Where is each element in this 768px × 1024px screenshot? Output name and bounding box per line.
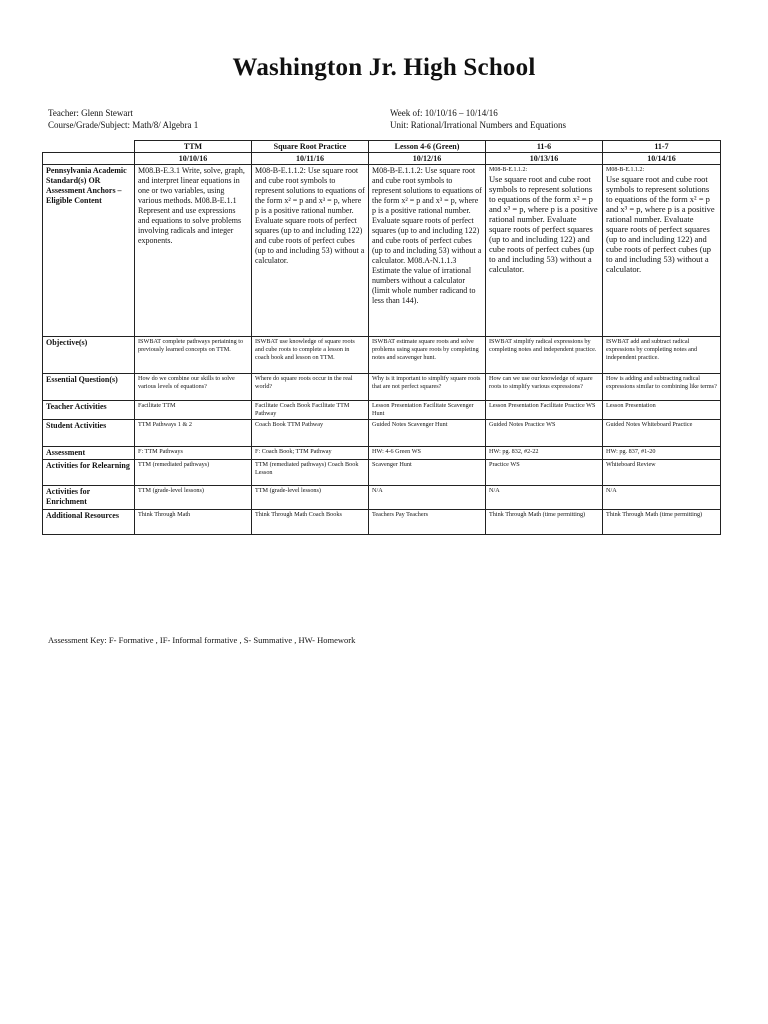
table-cell: Lesson Presentation Facilitate Practice WS <box>486 401 603 420</box>
table-cell: N/A <box>369 486 486 510</box>
column-date: 10/12/16 <box>369 153 486 165</box>
table-cell: F: TTM Pathways <box>135 447 252 460</box>
course-info: Course/Grade/Subject: Math/8/ Algebra 1 <box>48 120 199 130</box>
table-cell: HW: 4-6 Green WS <box>369 447 486 460</box>
table-row <box>43 401 721 420</box>
table-row <box>43 460 721 486</box>
table-row <box>43 420 721 447</box>
week-of: Week of: 10/10/16 – 10/14/16 <box>390 108 498 118</box>
column-header: 11-6 <box>486 141 603 153</box>
table-cell: Practice WS <box>486 460 603 486</box>
row-label: Student Activities <box>43 420 135 447</box>
row-label: Pennsylvania Academic Standard(s) OR Assessment Anchors – Eligible Content <box>43 165 135 337</box>
row-label: Teacher Activities <box>43 401 135 420</box>
lesson-plan-table <box>42 140 721 535</box>
standard-text: Use square root and cube root symbols to represent solutions to equations of the form x² = p and x³ = p, where p is a positive rational number. Evaluate square roots of perfect squares (up to and including 122) and cube roots of perfect cubes (up to and including 53) without a calculator. <box>489 174 598 274</box>
table-cell: How is adding and subtracting radical expressions similar to combining like terms? <box>603 374 721 401</box>
table-cell: Why is it important to simplify square roots that are not perfect squares? <box>369 374 486 401</box>
table-cell: Whiteboard Review <box>603 460 721 486</box>
table-cell <box>486 165 603 337</box>
table-cell: Guided Notes Practice WS <box>486 420 603 447</box>
table-header-row <box>43 141 721 153</box>
column-header: Square Root Practice <box>252 141 369 153</box>
table-row <box>43 374 721 401</box>
column-date: 10/11/16 <box>252 153 369 165</box>
table-cell: Scavenger Hunt <box>369 460 486 486</box>
table-cell: TTM Pathways 1 & 2 <box>135 420 252 447</box>
table-cell: ISWBAT use knowledge of square roots and cube roots to complete a lesson in coach book and lesson on TTM. <box>252 337 369 374</box>
table-cell: Lesson Presentation Facilitate Scavenger Hunt <box>369 401 486 420</box>
table-row <box>43 486 721 510</box>
table-cell: TTM (grade-level lessons) <box>252 486 369 510</box>
table-cell: Think Through Math Coach Books <box>252 510 369 535</box>
row-label: Activities for Enrichment <box>43 486 135 510</box>
row-label: Activities for Relearning <box>43 460 135 486</box>
column-date: 10/10/16 <box>135 153 252 165</box>
table-cell: M08-B-E.1.1.2: Use square root and cube root symbols to represent solutions to equations of the form x² = p and x³ = p, where p is a positive rational number. Evaluate square roots of perfect squares (up to and including 122) and cube roots of perfect cubes (up to and including 53) without a calculator. M08.A-N.1.1.3 Estimate the value of irrational numbers without a calculator (limit whole number radicand to less than 144). <box>369 165 486 337</box>
table-cell: HW: pg. 832, #2-22 <box>486 447 603 460</box>
table-cell: How can we use our knowledge of square roots to simplify various expressions? <box>486 374 603 401</box>
standard-code: M08-B-E.1.1.2: <box>489 167 528 173</box>
table-cell: ISWBAT simplify radical expressions by completing notes and independent practice. <box>486 337 603 374</box>
row-label: Essential Question(s) <box>43 374 135 401</box>
column-date: 10/13/16 <box>486 153 603 165</box>
corner-cell <box>43 153 135 165</box>
table-cell <box>603 165 721 337</box>
table-row <box>43 165 721 337</box>
table-cell: F: Coach Book; TTM Pathway <box>252 447 369 460</box>
table-cell: TTM (remediated pathways) <box>135 460 252 486</box>
table-cell: N/A <box>486 486 603 510</box>
table-cell: M08.B-E.3.1 Write, solve, graph, and interpret linear equations in one or two variables, using various methods. M08.B-E.1.1 Represent and use expressions and equations to solve problems involving radicals and integer exponents. <box>135 165 252 337</box>
table-cell: M08-B-E.1.1.2: Use square root and cube root symbols to represent solutions to equations of the form x² = p and x³ = p, where p is a positive rational number. Evaluate square roots of perfect squares (up to and including 122) and cube roots of perfect cubes (up to and including 53) without a calculator. <box>252 165 369 337</box>
table-cell: Think Through Math (time permitting) <box>486 510 603 535</box>
table-cell: TTM (remediated pathways) Coach Book Lesson <box>252 460 369 486</box>
table-cell: Think Through Math (time permitting) <box>603 510 721 535</box>
table-cell: Guided Notes Scavenger Hunt <box>369 420 486 447</box>
table-cell: Facilitate Coach Book Facilitate TTM Pathway <box>252 401 369 420</box>
standard-text: Use square root and cube root symbols to represent solutions to equations of the form x² = p and x³ = p, where p is a positive rational number. Evaluate square roots of perfect squares (up to and including 122) and cube roots of perfect cubes (up to and including 53) without a calculator. <box>606 174 715 274</box>
table-cell: ISWBAT complete pathways pertaining to previously learned concepts on TTM. <box>135 337 252 374</box>
meta-left <box>48 107 198 131</box>
column-header: 11-7 <box>603 141 721 153</box>
table-row <box>43 510 721 535</box>
standard-code: M08-B-E.1.1.2: <box>606 167 645 173</box>
table-cell: Teachers Pay Teachers <box>369 510 486 535</box>
table-cell: Lesson Presentation <box>603 401 721 420</box>
table-cell: Think Through Math <box>135 510 252 535</box>
table-row <box>43 447 721 460</box>
table-cell: Guided Notes Whiteboard Practice <box>603 420 721 447</box>
table-cell: Facilitate TTM <box>135 401 252 420</box>
row-label: Objective(s) <box>43 337 135 374</box>
table-cell: ISWBAT add and subtract radical expressions by completing notes and independent practice. <box>603 337 721 374</box>
table-cell: TTM (grade-level lessons) <box>135 486 252 510</box>
column-header: Lesson 4-6 (Green) <box>369 141 486 153</box>
row-label: Assessment <box>43 447 135 460</box>
table-row <box>43 337 721 374</box>
row-label: Additional Resources <box>43 510 135 535</box>
table-cell: HW: pg. 837, #1-20 <box>603 447 721 460</box>
column-header: TTM <box>135 141 252 153</box>
unit-info: Unit: Rational/Irrational Numbers and Equations <box>390 120 566 130</box>
meta-right <box>390 107 566 131</box>
table-cell: Coach Book TTM Pathway <box>252 420 369 447</box>
table-cell: Where do square roots occur in the real world? <box>252 374 369 401</box>
table-cell: How do we combine our skills to solve various levels of equations? <box>135 374 252 401</box>
teacher-name: Teacher: Glenn Stewart <box>48 108 133 118</box>
corner-cell <box>43 141 135 153</box>
table-cell: ISWBAT estimate square roots and solve problems using square roots by completing notes and scavenger hunt. <box>369 337 486 374</box>
table-date-row <box>43 153 721 165</box>
table-cell: N/A <box>603 486 721 510</box>
assessment-key: Assessment Key: F- Formative , IF- Informal formative , S- Summative , HW- Homework <box>48 635 356 645</box>
column-date: 10/14/16 <box>603 153 721 165</box>
page-title: Washington Jr. High School <box>232 54 536 81</box>
